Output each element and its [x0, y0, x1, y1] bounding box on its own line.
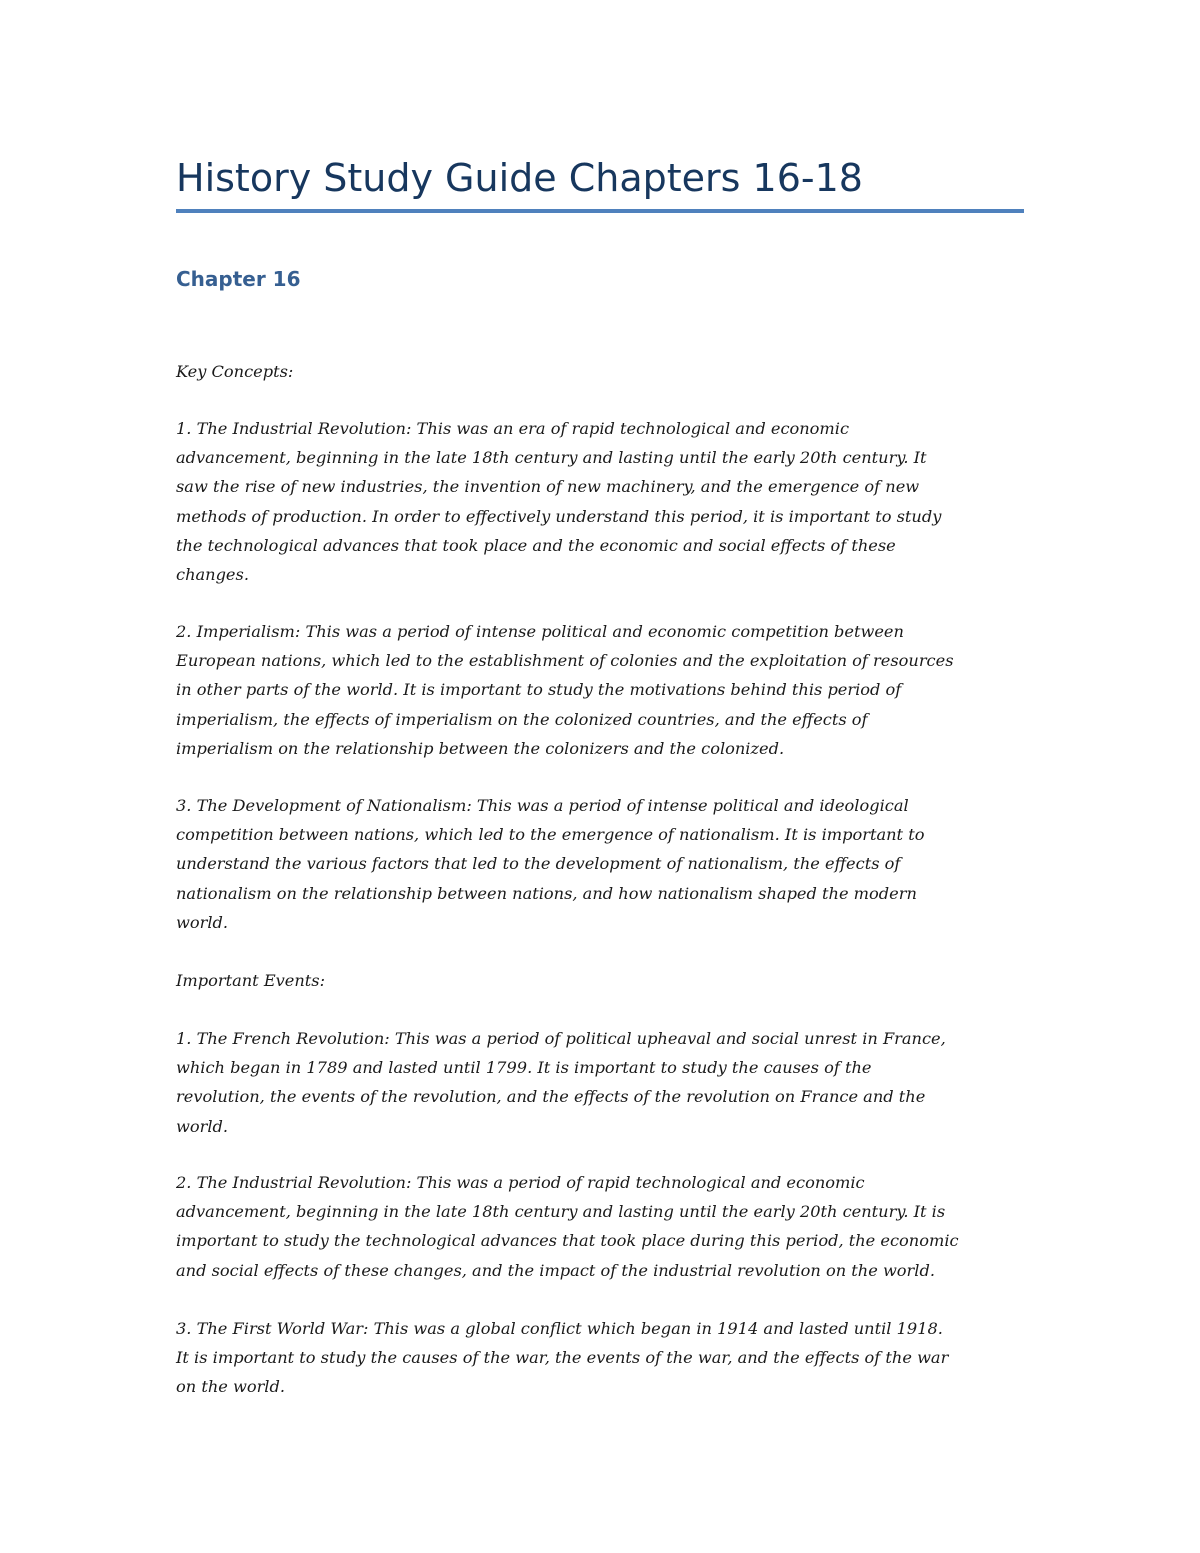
paragraph-line: and social effects of these changes, and the impact of the industrial revolution on the world.: [176, 1260, 935, 1280]
paragraph-line: It is important to study the causes of the war, the events of the war, and the effects of the war: [176, 1348, 949, 1368]
paragraph-line: advancement, beginning in the late 18th century and lasting until the early 20th century. It: [176, 448, 927, 468]
paragraph-line: 3. The Development of Nationalism: This was a period of intense political and ideological: [176, 796, 909, 815]
paragraph-line: 3. The First World War: This was a global conflict which began in 1914 and lasted until 1918.: [176, 1319, 943, 1338]
paragraph-line: 2. Imperialism: This was a period of intense political and economic competition between: [176, 622, 904, 641]
paragraph-line: imperialism on the relationship between the colonizers and the colonized.: [176, 738, 785, 758]
paragraph-line: 1. The French Revolution: This was a period of political upheaval and social unrest in France,: [176, 1029, 946, 1048]
key-concept-paragraph-2: [176, 617, 1028, 763]
paragraph-line: important to study the technological advances that took place during this period, the economic: [176, 1231, 959, 1251]
key-concepts-label: [176, 357, 1028, 386]
paragraph-line: changes.: [176, 565, 249, 585]
paragraph-line: the technological advances that took place and the economic and social effects of these: [176, 535, 896, 555]
paragraph-line: revolution, the events of the revolution, and the effects of the revolution on France and the: [176, 1087, 926, 1107]
key-concepts-label-text: Key Concepts:: [176, 362, 294, 381]
paragraph-line: on the world.: [176, 1377, 285, 1397]
document-title: History Study Guide Chapters 16-18: [176, 156, 863, 200]
paragraph-line: nationalism on the relationship between nations, and how nationalism shaped the modern: [176, 883, 917, 903]
paragraph-line: 1. The Industrial Revolution: This was an era of rapid technological and economic: [176, 419, 850, 438]
paragraph-line: methods of production. In order to effectively understand this period, it is important to study: [176, 506, 942, 526]
important-event-paragraph-1: [176, 1024, 1028, 1141]
paragraph-line: which began in 1789 and lasted until 1799. It is important to study the causes of the: [176, 1058, 872, 1078]
paragraph-line: imperialism, the effects of imperialism on the colonized countries, and the effects of: [176, 709, 868, 729]
paragraph-line: advancement, beginning in the late 18th century and lasting until the early 20th century. It is: [176, 1202, 946, 1222]
paragraph-line: world.: [176, 1116, 229, 1136]
important-events-label-text: Important Events:: [176, 971, 326, 990]
paragraph-line: 2. The Industrial Revolution: This was a period of rapid technological and economic: [176, 1173, 865, 1192]
important-event-paragraph-2: [176, 1168, 1028, 1285]
important-events-label: [176, 966, 1028, 995]
key-concept-paragraph-1: [176, 414, 1028, 589]
title-underline-rule: [176, 209, 1024, 213]
paragraph-line: understand the various factors that led to the development of nationalism, the effects of: [176, 854, 901, 874]
paragraph-line: saw the rise of new industries, the invention of new machinery, and the emergence of new: [176, 477, 920, 497]
key-concept-paragraph-3: [176, 791, 1028, 937]
paragraph-line: world.: [176, 912, 229, 932]
paragraph-line: in other parts of the world. It is important to study the motivations behind this period of: [176, 680, 902, 700]
important-event-paragraph-3: [176, 1314, 1028, 1402]
paragraph-line: European nations, which led to the establishment of colonies and the exploitation of resources: [176, 651, 954, 671]
paragraph-line: competition between nations, which led to the emergence of nationalism. It is important to: [176, 825, 925, 845]
chapter-heading: Chapter 16: [176, 267, 301, 291]
